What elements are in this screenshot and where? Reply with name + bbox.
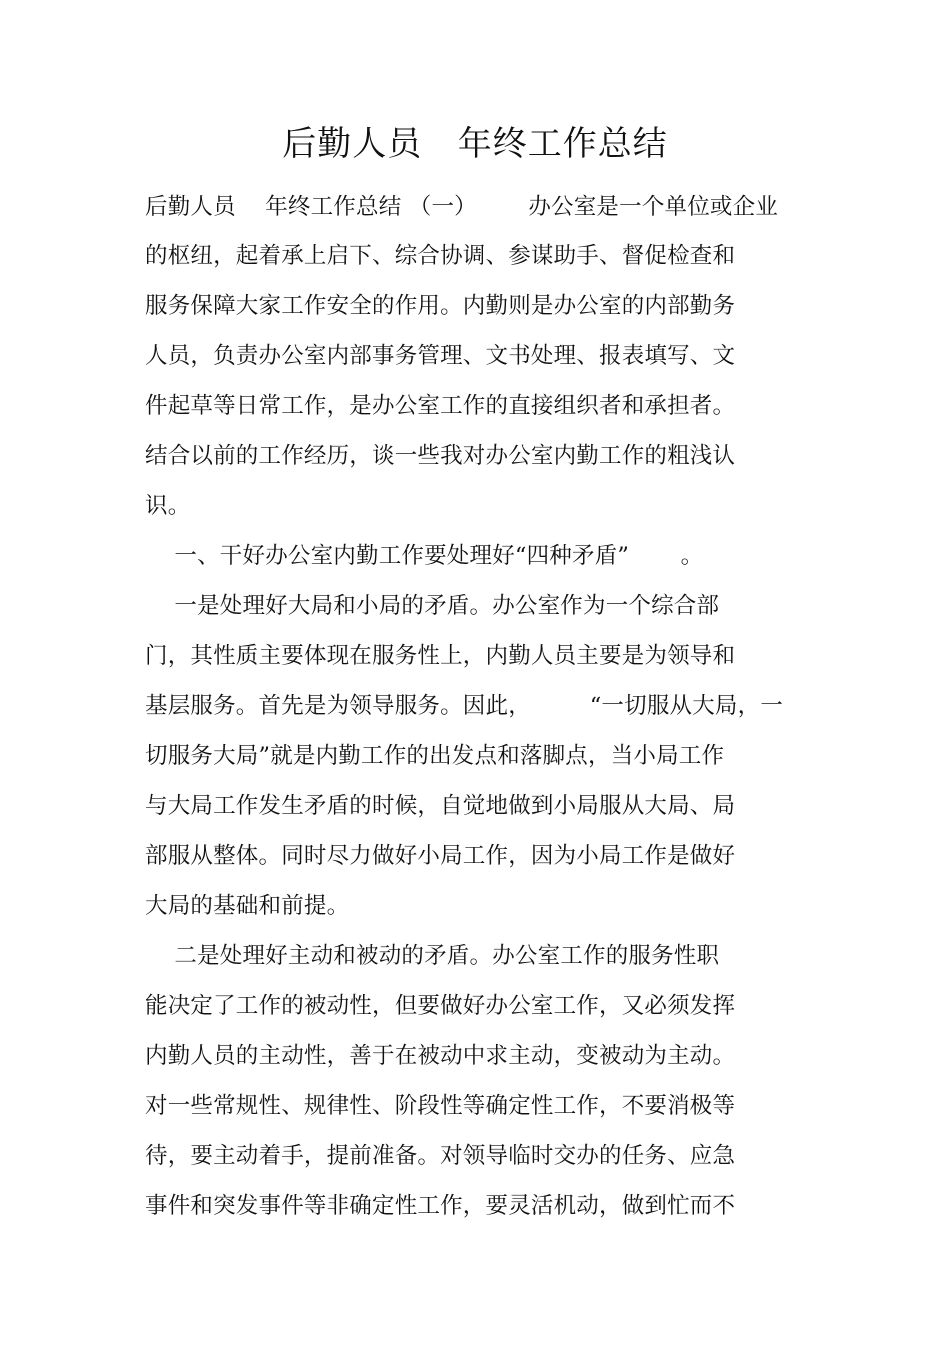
text-line: 门，其性质主要体现在服务性上，内勤人员主要是为领导和 [145,643,736,669]
text-line: 能决定了工作的被动性，但要做好办公室工作，又必须发挥 [145,993,736,1019]
text-line: 服务保障大家工作安全的作用。内勤则是办公室的内部勤务 [145,293,736,319]
text-line: 识。 [145,493,191,519]
text-line: 内勤人员的主动性，善于在被动中求主动，变被动为主动。 [145,1043,736,1069]
text-line: 基层服务。首先是为领导服务。因此， “一切服从大局，一 [145,693,784,719]
text-line: 对一些常规性、规律性、阶段性等确定性工作，不要消极等 [145,1093,736,1119]
text-line: 大局的基础和前提。 [145,893,350,919]
text-line: 结合以前的工作经历，谈一些我对办公室内勤工作的粗浅认 [145,443,736,469]
text-line: 二是处理好主动和被动的矛盾。办公室工作的服务性职 [145,943,720,969]
text-line: 部服从整体。同时尽力做好小局工作，因为小局工作是做好 [145,843,736,869]
text-line: 切服务大局”就是内勤工作的出发点和落脚点，当小局工作 [145,743,725,769]
document-title: 后勤人员 年终工作总结 [282,124,668,164]
text-line: 事件和突发事件等非确定性工作，要灵活机动，做到忙而不 [145,1193,736,1219]
text-line: 与大局工作发生矛盾的时候，自觉地做到小局服从大局、局 [145,793,736,819]
text-line: 件起草等日常工作，是办公室工作的直接组织者和承担者。 [145,393,736,419]
text-line: 一是处理好大局和小局的矛盾。办公室作为一个综合部 [145,593,720,619]
text-line: 后勤人员 年终工作总结 （一） 办公室是一个单位或企业 [145,194,779,220]
text-line: 的枢纽，起着承上启下、综合协调、参谋助手、督促检查和 [145,243,736,269]
text-line: 待，要主动着手，提前准备。对领导临时交办的任务、应急 [145,1143,736,1169]
section-heading: 一、干好办公室内勤工作要处理好“四种矛盾” 。 [145,543,704,569]
text-line: 人员，负责办公室内部事务管理、文书处理、报表填写、文 [145,343,736,369]
